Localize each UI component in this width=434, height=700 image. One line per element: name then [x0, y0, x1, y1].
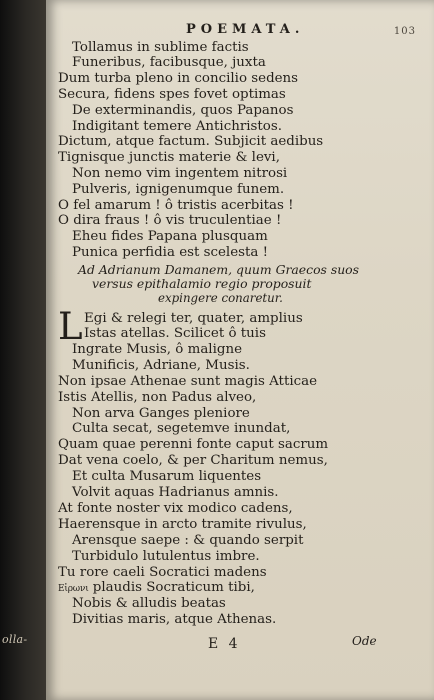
verse-line: Quam quae perenni fonte caput sacrum [58, 437, 329, 452]
verse-line: Dat vena coelo, & per Charitum nemus, [58, 453, 328, 468]
greek-word: Εἰρωνι [58, 584, 89, 594]
drop-cap: L [58, 305, 83, 348]
poem-title-line: versus epithalamio regio proposuit [92, 276, 312, 291]
verse-line: Punica perfidia est scelesta ! [72, 245, 269, 260]
verse-line: Culta secat, segetemve inundat, [72, 421, 291, 436]
verse-line: Turbidulo lutulentus imbre. [72, 549, 260, 564]
verse-line: Eheu fides Papana plusquam [72, 229, 268, 244]
signature-mark: E 4 [208, 636, 241, 652]
poem-title-line: expingere conaretur. [158, 291, 283, 305]
poem-title-line: Ad Adrianum Damanem, quum Graecos suos [78, 262, 359, 277]
verse-line: Tollamus in sublime factis [72, 40, 249, 55]
verse-line [58, 580, 255, 597]
page-number: 103 [393, 26, 416, 37]
verse-line: De exterminandis, quos Papanos [72, 103, 294, 118]
book-page [46, 0, 434, 700]
book-gutter [0, 0, 46, 700]
verse-line: Non ipsae Athenae sunt magis Atticae [58, 374, 318, 389]
verse-line: Tu rore caeli Socratici madens [58, 565, 267, 580]
catchword: Ode [352, 634, 377, 648]
verse-line: Non nemo vim ingentem nitrosi [72, 166, 288, 181]
verse-line: Indigitant temere Antichristos. [72, 119, 282, 134]
gutter-fragment: olla- [2, 633, 28, 646]
verse-line: Funeribus, facibusque, juxta [72, 55, 266, 70]
running-head: POEMATA. [186, 22, 305, 37]
verse-line: Haerensque in arcto tramite rivulus, [58, 517, 307, 532]
verse-line: O dira fraus ! ô vis truculentiae ! [58, 213, 282, 228]
verse-line: Egi & relegi ter, quater, amplius [84, 311, 303, 326]
verse-line: Divitias maris, atque Athenas. [72, 612, 277, 627]
verse-line: Dictum, atque factum. Subjicit aedibus [58, 134, 324, 149]
verse-line: Nobis & alludis beatas [72, 596, 226, 611]
verse-line: Ingrate Musis, ô maligne [72, 342, 242, 357]
verse-line: Volvit aquas Hadrianus amnis. [72, 485, 279, 500]
verse-line: Munificis, Adriane, Musis. [72, 358, 250, 373]
verse-line: Pulveris, ignigenumque funem. [72, 182, 285, 197]
verse-line: Non arva Ganges pleniore [72, 406, 250, 421]
verse-line: Secura, fidens spes fovet optimas [58, 87, 286, 102]
verse-line: At fonte noster vix modico cadens, [58, 501, 293, 516]
verse-line: Dum turba pleno in concilio sedens [58, 71, 299, 86]
verse-text: plaudis Socraticum tibi, [92, 580, 255, 595]
verse-line: Arensque saepe : & quando serpit [72, 533, 304, 548]
verse-line: Et culta Musarum liquentes [72, 469, 262, 484]
page-header [46, 22, 434, 38]
verse-line: Istis Atellis, non Padus alveo, [58, 390, 257, 405]
verse-line: Istas atellas. Scilicet ô tuis [84, 326, 266, 341]
verse-line: Tignisque junctis materie & levi, [58, 150, 280, 165]
verse-line: O fel amarum ! ô tristis acerbitas ! [58, 198, 294, 213]
